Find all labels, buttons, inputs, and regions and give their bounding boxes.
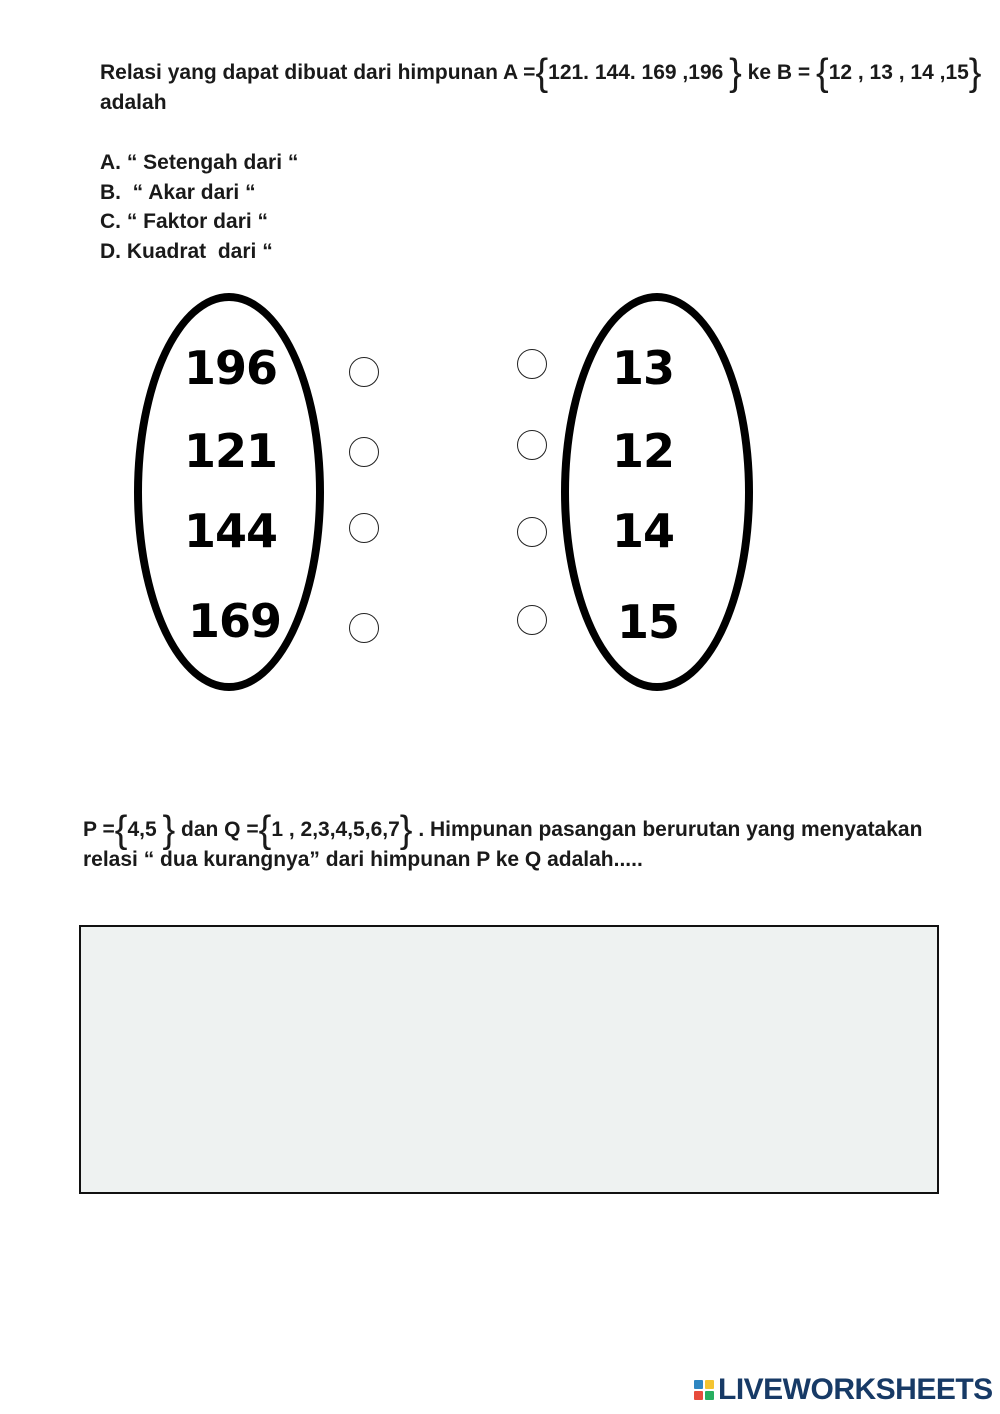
q2-suffix: . Himpunan pasangan berurutan yang menyatakan relasi “ dua kurangnya” dari himpunan P ke Q adalah.....	[83, 818, 923, 871]
set-a-item: 144	[184, 504, 278, 558]
brace-open: {	[258, 809, 272, 851]
match-dot-right-14[interactable]	[517, 517, 547, 547]
q1-middle: ke B =	[741, 61, 816, 84]
option-d: D. Kuadrat dari “	[100, 239, 273, 263]
q-values: 1 , 2,3,4,5,6,7	[271, 818, 400, 841]
set-a-item: 121	[184, 424, 278, 478]
set-b-values: 12 , 13 , 14 ,15	[828, 61, 969, 84]
p-label: P =	[83, 818, 115, 841]
q1-suffix: adalah	[100, 91, 167, 114]
brand-text: LIVEWORKSHEETS	[718, 1373, 993, 1406]
match-dot-right-13[interactable]	[517, 349, 547, 379]
match-dot-left-121[interactable]	[349, 437, 379, 467]
set-b-item: 12	[612, 424, 675, 478]
logo-icon	[694, 1380, 714, 1400]
brace-open: {	[815, 52, 829, 94]
option-c: C. “ Faktor dari “	[100, 210, 269, 233]
match-dot-left-169[interactable]	[349, 613, 379, 643]
brace-close: }	[399, 809, 413, 851]
match-dot-left-144[interactable]	[349, 513, 379, 543]
match-dot-left-196[interactable]	[349, 357, 379, 387]
match-dot-right-15[interactable]	[517, 605, 547, 635]
q1-prefix: Relasi yang dapat dibuat dari himpunan A =	[100, 61, 536, 84]
answer-input[interactable]	[79, 925, 939, 1194]
q-label: dan Q =	[181, 818, 259, 841]
match-dot-right-12[interactable]	[517, 430, 547, 460]
set-a-item: 169	[188, 594, 282, 648]
answer-options	[100, 148, 298, 266]
brace-close: }	[968, 52, 982, 94]
brace-close: }	[162, 809, 176, 851]
liveworksheets-logo	[694, 1372, 993, 1408]
set-b-item: 14	[612, 504, 675, 558]
option-a: A. “ Setengah dari “	[100, 151, 299, 174]
option-b: B. “ Akar dari “	[100, 180, 256, 204]
brace-open: {	[114, 809, 128, 851]
question-2-text	[83, 809, 963, 875]
set-b-item: 13	[612, 341, 675, 395]
question-1-text	[100, 52, 1000, 118]
brace-open: {	[535, 52, 549, 94]
set-a-item: 196	[184, 341, 278, 395]
brace-close: }	[729, 52, 742, 94]
set-b-item: 15	[617, 595, 680, 649]
set-a-values: 121. 144. 169 ,196	[548, 61, 730, 84]
p-values: 4,5	[127, 818, 163, 841]
